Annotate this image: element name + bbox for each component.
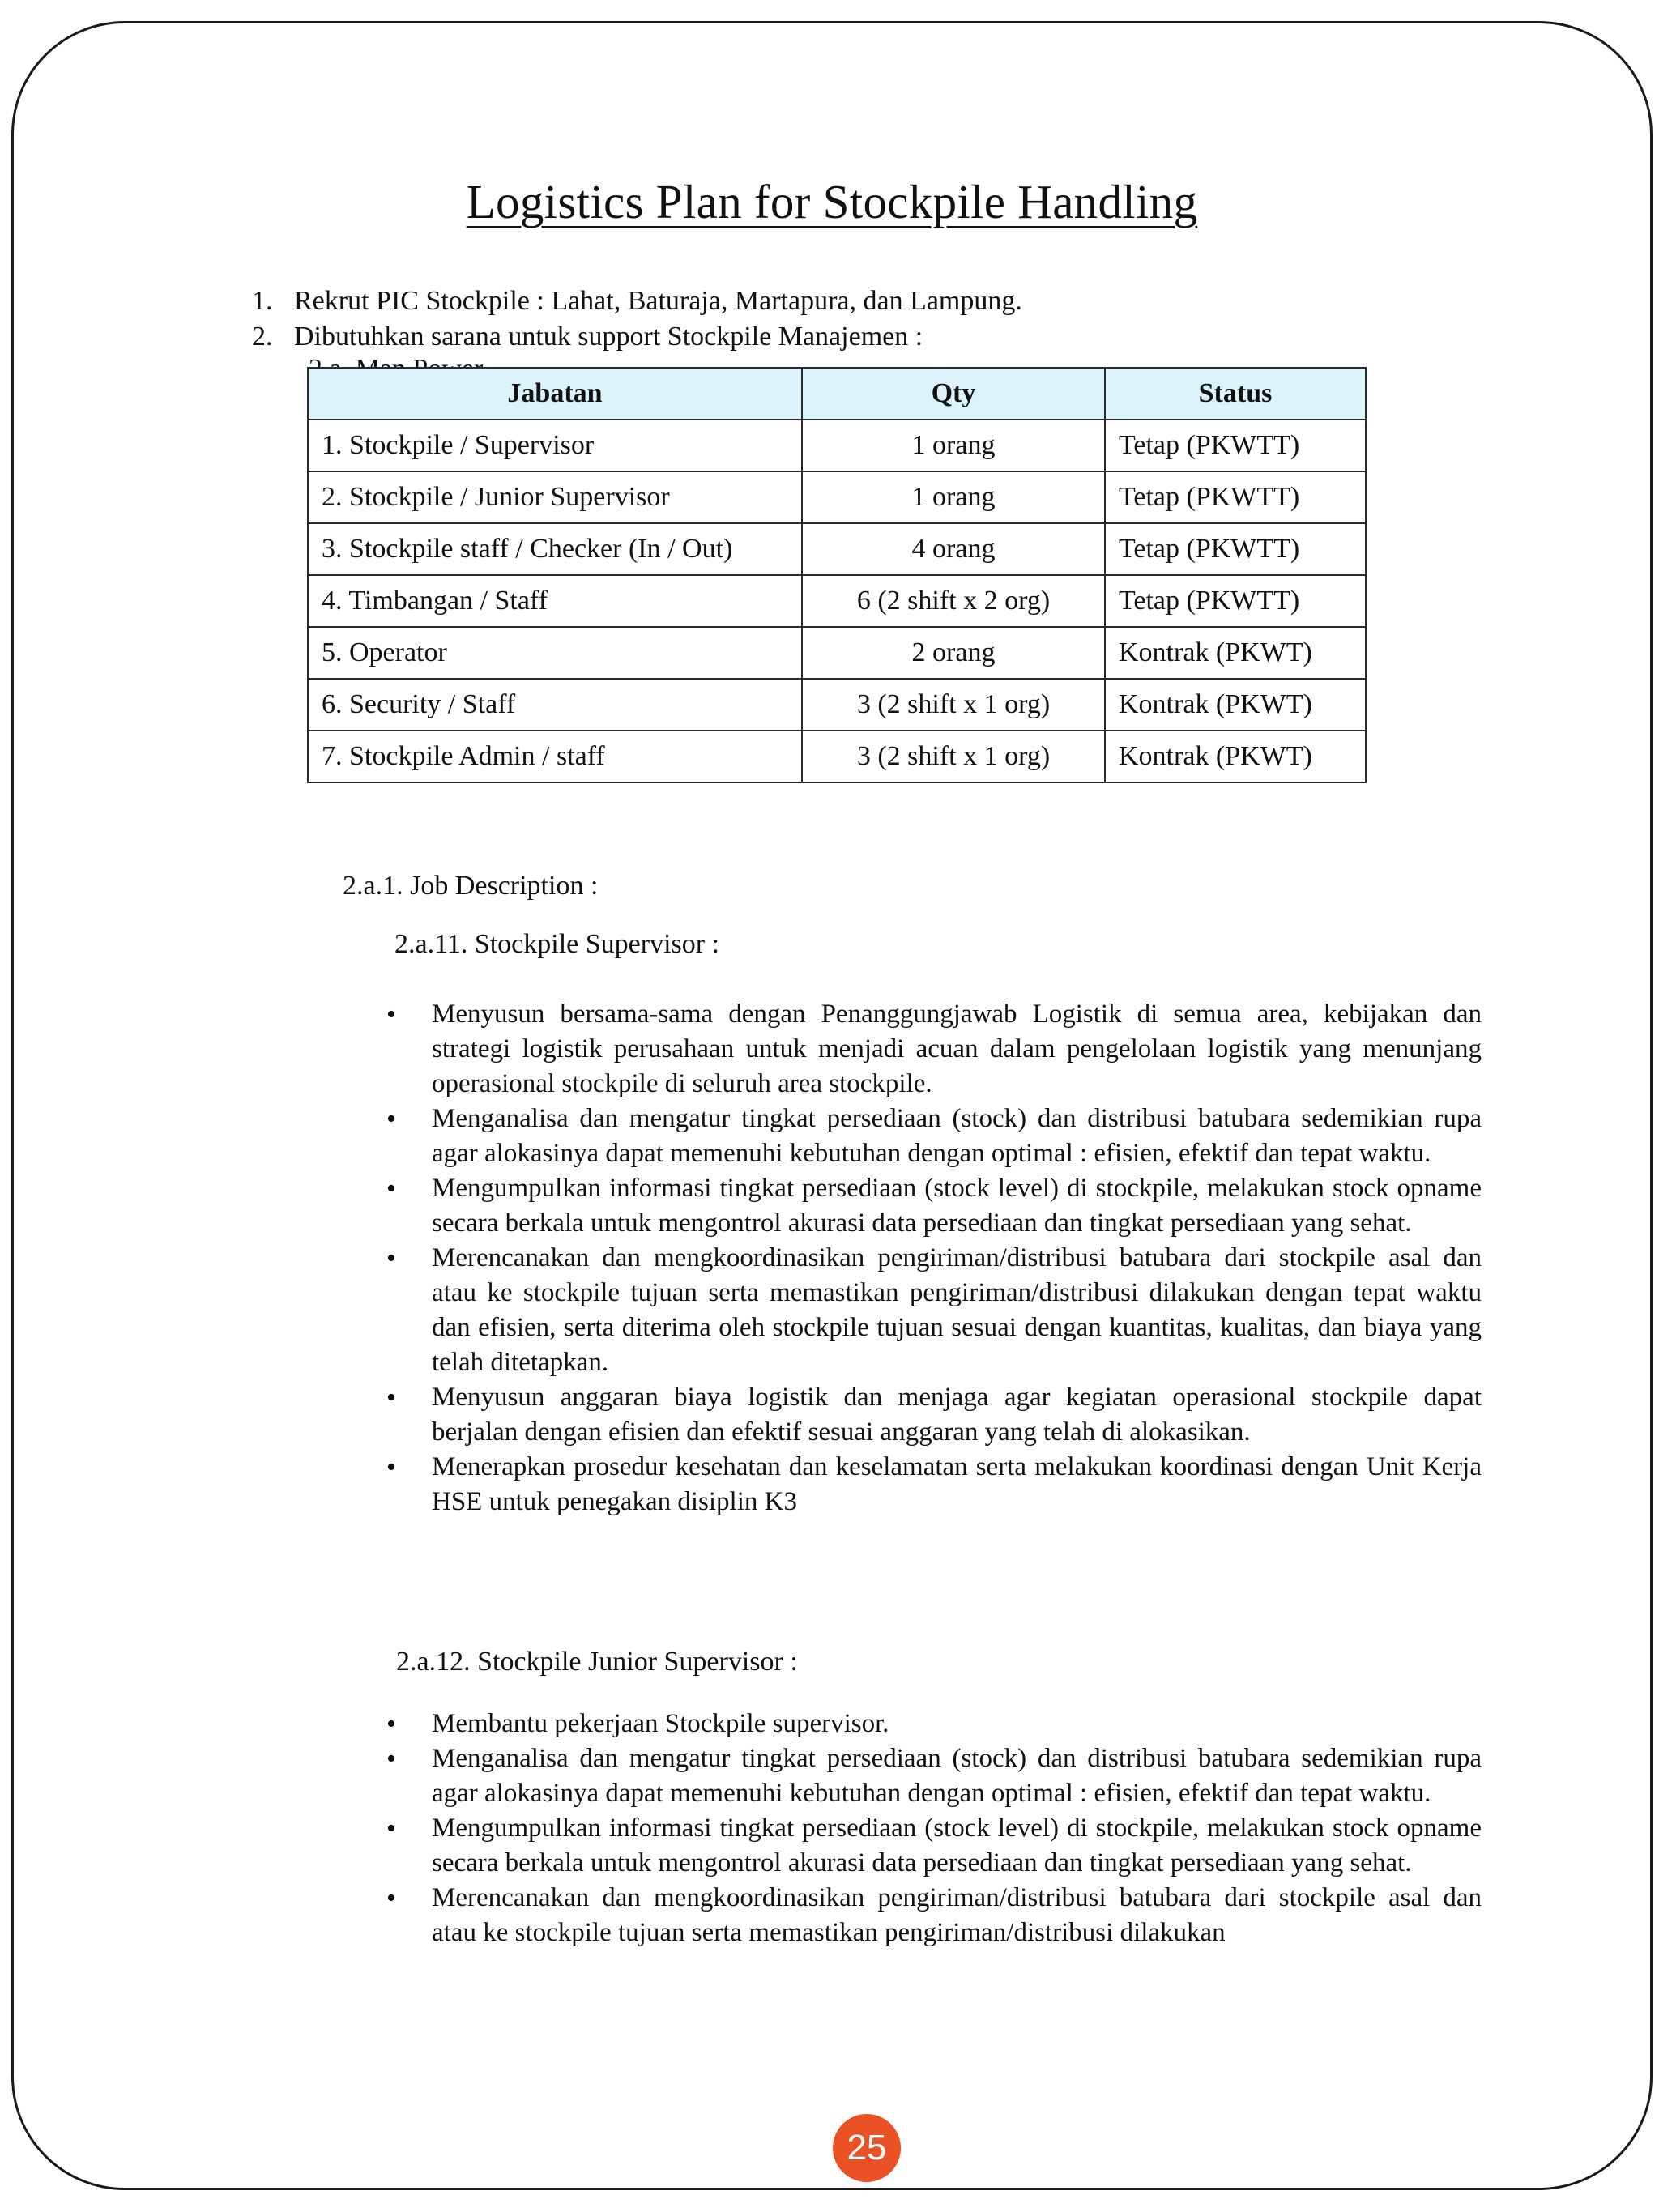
cell-jabatan: 3. Stockpile staff / Checker (In / Out): [308, 523, 802, 575]
cell-status: Tetap (PKWTT): [1105, 471, 1366, 523]
cell-qty: 6 (2 shift x 2 org): [802, 575, 1105, 627]
table-row: [308, 575, 1366, 627]
list-item-text: Merencanakan dan mengkoordinasikan pengiriman/distribusi batubara dari stockpile asal dan atau ke stockpile tujuan serta memastikan pengiriman/distribusi dilakukan dengan tepat waktu dan efisien, serta diterima oleh stockpile tujuan sesuai dengan kuantitas, kualitas, dan biaya yang telah ditetapkan.: [432, 1243, 1482, 1377]
bullet-icon: •: [386, 999, 396, 1029]
job-description-heading: 2.a.1. Job Description :: [343, 871, 599, 901]
junior-supervisor-heading: 2.a.12. Stockpile Junior Supervisor :: [396, 1647, 798, 1677]
cell-status: Kontrak (PKWT): [1105, 731, 1366, 782]
cell-status: Tetap (PKWTT): [1105, 523, 1366, 575]
cell-jabatan: 5. Operator: [308, 627, 802, 679]
document-title: Logistics Plan for Stockpile Handling: [466, 175, 1198, 228]
table-row: [308, 471, 1366, 523]
table-row: [308, 731, 1366, 782]
table-row: [308, 679, 1366, 731]
table-row: [308, 420, 1366, 471]
bullet-icon: •: [386, 1243, 396, 1273]
supervisor-duties-list: [386, 997, 1482, 1519]
list-item-text: Mengumpulkan informasi tingkat persediaan (stock level) di stockpile, melakukan stock opname secara berkala untuk mengontrol akurasi data persediaan dan tingkat persediaan yang sehat.: [432, 1174, 1482, 1238]
cell-qty: 2 orang: [802, 627, 1105, 679]
man-power-table: [307, 367, 1367, 783]
list-item: [386, 1881, 1482, 1950]
bullet-icon: •: [386, 1709, 396, 1739]
list-item-1: [252, 284, 1022, 318]
table-row: [308, 627, 1366, 679]
list-item-2: [252, 320, 923, 354]
list-item: [386, 1241, 1482, 1380]
list-item-text: Menerapkan prosedur kesehatan dan keselamatan serta melakukan koordinasi dengan Unit Kerja HSE untuk penegakan disiplin K3: [432, 1452, 1482, 1516]
list-item: [386, 1380, 1482, 1450]
list-item: [386, 1811, 1482, 1881]
bullet-icon: •: [386, 1104, 396, 1134]
cell-status: Kontrak (PKWT): [1105, 627, 1366, 679]
slide-frame: [11, 21, 1653, 2190]
cell-qty: 3 (2 shift x 1 org): [802, 679, 1105, 731]
list-item-text: Membantu pekerjaan Stockpile supervisor.: [432, 1709, 889, 1738]
cell-qty: 1 orang: [802, 420, 1105, 471]
list-item: [386, 1707, 1482, 1741]
list-item: [386, 1171, 1482, 1241]
supervisor-heading: 2.a.11. Stockpile Supervisor :: [394, 929, 720, 959]
cell-status: Tetap (PKWTT): [1105, 420, 1366, 471]
list-item-number: 1.: [252, 286, 273, 316]
column-header-jabatan: Jabatan: [308, 368, 802, 420]
cell-jabatan: 2. Stockpile / Junior Supervisor: [308, 471, 802, 523]
bullet-icon: •: [386, 1813, 396, 1843]
cell-jabatan: 6. Security / Staff: [308, 679, 802, 731]
list-item: [386, 1102, 1482, 1171]
column-header-status: Status: [1105, 368, 1366, 420]
list-item-text: Menganalisa dan mengatur tingkat persediaan (stock) dan distribusi batubara sedemikian rupa agar alokasinya dapat memenuhi kebutuhan dengan optimal : efisien, efektif dan tepat waktu.: [432, 1744, 1482, 1808]
junior-supervisor-duties-list: [386, 1707, 1482, 1950]
list-item-text: Menyusun bersama-sama dengan Penanggungjawab Logistik di semua area, kebijakan dan strategi logistik perusahaan untuk menjadi acuan dalam pengelolaan logistik yang menunjang operasional stockpile di seluruh area stockpile.: [432, 999, 1482, 1098]
cell-qty: 1 orang: [802, 471, 1105, 523]
bullet-icon: •: [386, 1174, 396, 1204]
column-header-qty: Qty: [802, 368, 1105, 420]
page-number-badge: 25: [833, 2114, 901, 2182]
list-item: [386, 1741, 1482, 1811]
cell-status: Tetap (PKWTT): [1105, 575, 1366, 627]
bullet-icon: •: [386, 1744, 396, 1774]
list-item-text: Rekrut PIC Stockpile : Lahat, Baturaja, Martapura, dan Lampung.: [294, 286, 1022, 316]
bullet-icon: •: [386, 1452, 396, 1482]
bullet-icon: •: [386, 1383, 396, 1413]
cell-qty: 4 orang: [802, 523, 1105, 575]
bullet-icon: •: [386, 1883, 396, 1913]
list-item-text: Menganalisa dan mengatur tingkat persediaan (stock) dan distribusi batubara sedemikian rupa agar alokasinya dapat memenuhi kebutuhan dengan optimal : efisien, efektif dan tepat waktu.: [432, 1104, 1482, 1168]
list-item: [386, 1450, 1482, 1519]
document-page: [14, 23, 1650, 2188]
list-item-text: Dibutuhkan sarana untuk support Stockpile Manajemen :: [294, 322, 923, 352]
cell-jabatan: 7. Stockpile Admin / staff: [308, 731, 802, 782]
cell-status: Kontrak (PKWT): [1105, 679, 1366, 731]
list-item-number: 2.: [252, 322, 273, 352]
cell-qty: 3 (2 shift x 1 org): [802, 731, 1105, 782]
table-row: [308, 523, 1366, 575]
list-item-text: Menyusun anggaran biaya logistik dan menjaga agar kegiatan operasional stockpile dapat berjalan dengan efisien dan efektif sesuai anggaran yang telah di alokasikan.: [432, 1383, 1482, 1447]
list-item-text: Mengumpulkan informasi tingkat persediaan (stock level) di stockpile, melakukan stock opname secara berkala untuk mengontrol akurasi data persediaan dan tingkat persediaan yang sehat.: [432, 1813, 1482, 1877]
cell-jabatan: 4. Timbangan / Staff: [308, 575, 802, 627]
table-header-row: [308, 368, 1366, 420]
list-item-text: Merencanakan dan mengkoordinasikan pengiriman/distribusi batubara dari stockpile asal dan atau ke stockpile tujuan serta memastikan pengiriman/distribusi dilakukan: [432, 1883, 1482, 1947]
list-item: [386, 997, 1482, 1102]
cell-jabatan: 1. Stockpile / Supervisor: [308, 420, 802, 471]
